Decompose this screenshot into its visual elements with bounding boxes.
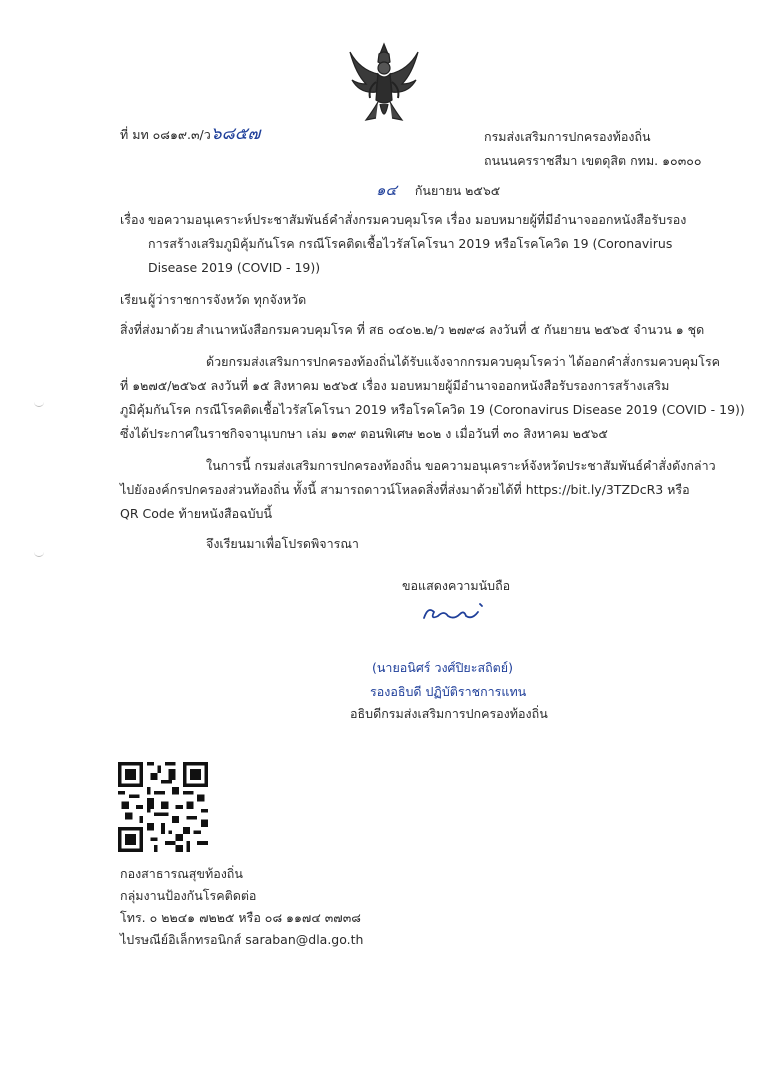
qr-code-icon[interactable] [118,762,208,852]
org-name: กรมส่งเสริมการปกครองท้องถิ่น [484,129,651,144]
body-paragraph-1-line-3: ภูมิคุ้มกันโรค กรณีโรคติดเชื้อไวรัสโคโรนา 2019 หรือโรคโควิด 19 (Coronavirus Disease 2019 (COVID - 19)) [120,402,745,417]
letter-date [376,180,500,201]
signature-icon [420,598,490,626]
subject-line-1: ขอความอนุเคราะห์ประชาสัมพันธ์คำสั่งกรมควบคุมโรค เรื่อง มอบหมายผู้ที่มีอำนาจออกหนังสือรับรอง [148,212,687,227]
recipient-text: ผู้ว่าราชการจังหวัด ทุกจังหวัด [148,292,307,307]
footer-phone: โทร. ๐ ๒๒๔๑ ๗๒๒๕ หรือ ๐๘ ๑๑๗๔ ๓๗๓๘ [120,910,361,925]
enclosure-text: สำเนาหนังสือกรมควบคุมโรค ที่ สธ ๐๔๐๒.๒/ว ๒๗๙๘ ลงวันที่ ๕ กันยายน ๒๕๖๕ จำนวน ๑ ชุด [196,322,705,337]
footer-group: กลุ่มงานป้องกันโรคติดต่อ [120,888,257,903]
closing-salutation: ขอแสดงความนับถือ [402,578,511,593]
scan-mark [34,400,44,407]
subject-line-2: การสร้างเสริมภูมิคุ้มกันโรค กรณีโรคติดเชื้อไวรัสโคโรนา 2019 หรือโรคโควิด 19 (Coronavirus [148,236,673,251]
body-paragraph-2-line-2: ไปยังองค์กรปกครองส่วนท้องถิ่น ทั้งนี้ สามารถดาวน์โหลดสิ่งที่ส่งมาด้วยได้ที่ https://bit.ly/3TZDcR3 หรือ [120,482,690,497]
signer-title: อธิบดีกรมส่งเสริมการปกครองท้องถิ่น [350,706,548,721]
body-paragraph-2-line-3: QR Code ท้ายหนังสือฉบับนี้ [120,506,273,521]
subject-label: เรื่อง [120,212,145,227]
date-day-handwritten: ๑๔ [376,181,397,199]
reference-handwritten-number: ๖๘๕๗ [210,124,261,144]
scan-mark [34,550,44,557]
body-paragraph-1-line-4: ซึ่งได้ประกาศในราชกิจจานุเบกษา เล่ม ๑๓๙ ตอนพิเศษ ๒๐๒ ง เมื่อวันที่ ๓๐ สิงหาคม ๒๕๖๕ [120,426,608,441]
body-paragraph-2-line-1: ในการนี้ กรมส่งเสริมการปกครองท้องถิ่น ขอความอนุเคราะห์จังหวัดประชาสัมพันธ์คำสั่งดังกล่าว [206,458,716,473]
signer-acting: รองอธิบดี ปฏิบัติราชการแทน [370,684,527,699]
enclosure-label: สิ่งที่ส่งมาด้วย [120,322,194,337]
garuda-emblem-icon [346,40,422,126]
subject-line-3: Disease 2019 (COVID - 19)) [148,260,321,275]
recipient-label: เรียน [120,292,147,307]
body-paragraph-1-line-2: ที่ ๑๒๗๕/๒๕๖๕ ลงวันที่ ๑๕ สิงหาคม ๒๕๖๕ เรื่อง มอบหมายผู้มีอำนาจออกหนังสือรับรองการสร้างเสริม [120,378,670,393]
footer-division: กองสาธารณสุขท้องถิ่น [120,866,243,881]
body-paragraph-1-line-1: ด้วยกรมส่งเสริมการปกครองท้องถิ่นได้รับแจ้งจากกรมควบคุมโรคว่า ได้ออกคำสั่งกรมควบคุมโรค [206,354,721,369]
reference-prefix: ที่ มท ๐๘๑๙.๓/ว [120,127,211,142]
signer-name: (นายอนิศร์ วงศ์ปิยะสถิตย์) [372,660,513,675]
date-month-year: กันยายน ๒๕๖๕ [414,183,501,198]
footer-email[interactable]: ไปรษณีย์อิเล็กทรอนิกส์ saraban@dla.go.th [120,932,364,947]
body-paragraph-3: จึงเรียนมาเพื่อโปรดพิจารณา [206,536,359,551]
reference-number [120,124,260,145]
org-address: ถนนนครราชสีมา เขตดุสิต กทม. ๑๐๓๐๐ [484,153,702,168]
